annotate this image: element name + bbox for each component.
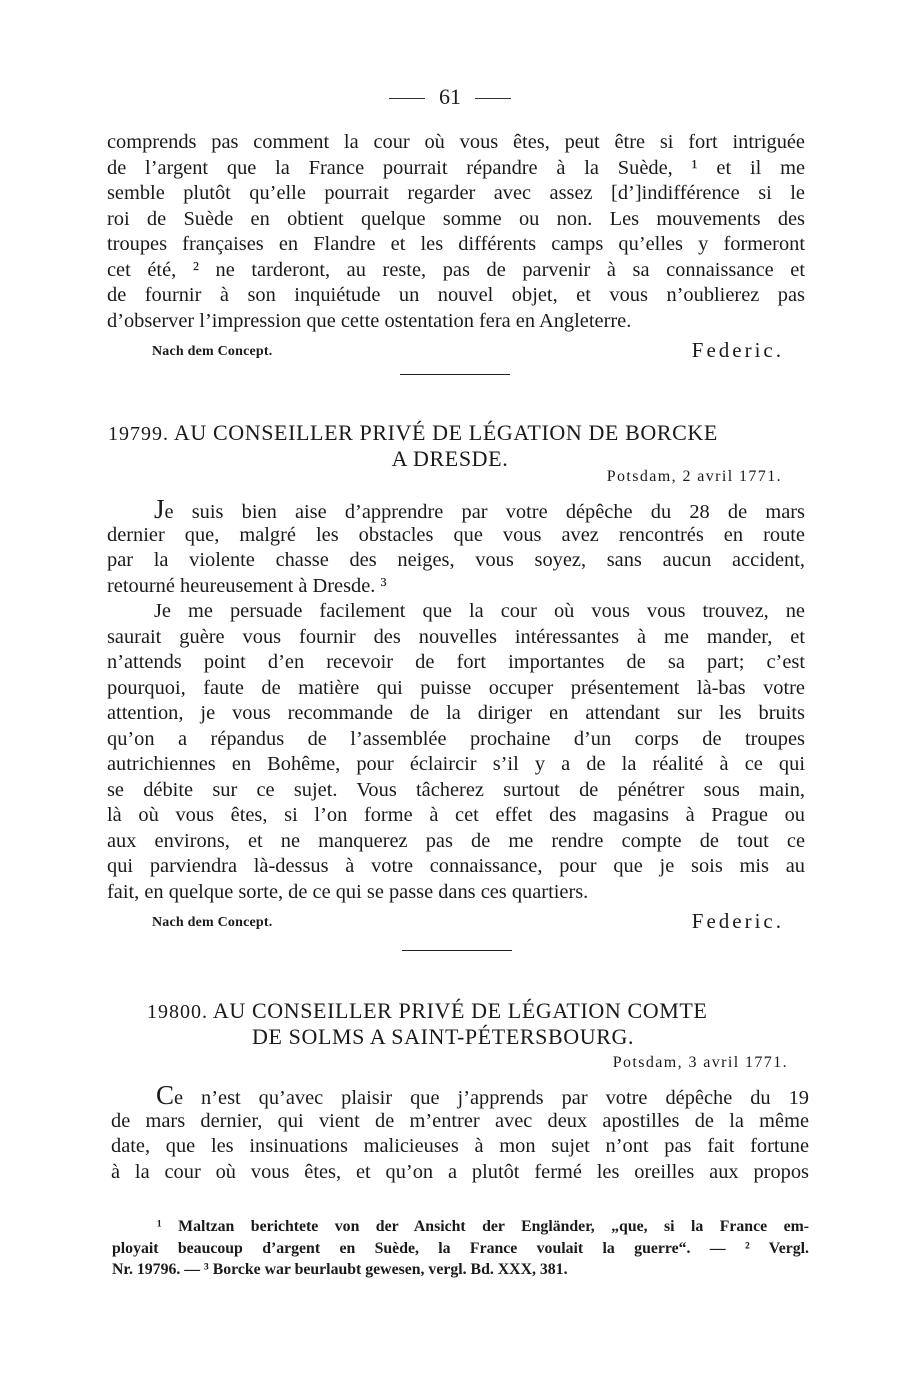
text-line: semble plutôt qu’elle pourrait regarder avec assez [d’]indifférence si le (107, 182, 805, 204)
section-divider (402, 950, 512, 951)
text-line: retourné heureusement à Dresde. ³ (107, 574, 387, 597)
text-line: se débite sur ce sujet. Vous tâcherez surtout de pénétrer sous main, (107, 778, 805, 801)
text-line: date, que les insinuations malicieuses à mon sujet n’ont pas fait fortune (111, 1135, 809, 1157)
letter-heading (108, 420, 718, 447)
text-line: cet été, ² ne tarderont, au reste, pas de parvenir à sa connaissance et (107, 258, 805, 281)
dateline-place: Potsdam, (612, 1054, 684, 1071)
signature: Federic. (691, 338, 784, 362)
letter-title-line1: AU CONSEILLER PRIVÉ DE LÉGATION DE BORCKE (173, 420, 718, 445)
text-line: de l’argent que la France pourrait répandre à la Suède, ¹ et il me (107, 156, 805, 179)
dateline-place: Potsdam, (606, 468, 678, 485)
dateline-date: 3 avril 1771. (688, 1054, 788, 1071)
letter-title-line2: DE SOLMS A SAINT-PÉTERSBOURG. (252, 1024, 635, 1049)
letter-heading-line2 (252, 1024, 634, 1050)
text-line: par la violente chasse des neiges, vous soyez, sans aucun accident, (107, 549, 805, 571)
header-dash-right (475, 98, 511, 99)
dateline (607, 468, 782, 486)
text-line: fait, en quelque sorte, de ce qui se passe dans ces quartiers. (107, 880, 589, 903)
text-line: là où vous êtes, si l’on forme à cet effet des magasins à Prague ou (107, 804, 805, 826)
text-line (111, 1083, 809, 1109)
text-line: à la cour où vous êtes, et qu’on a plutôt fermé les oreilles aux propos (111, 1160, 809, 1183)
text-line: autrichiennes en Bohême, pour éclaircir s’il y a de la réalité à ce qui (107, 753, 805, 775)
footnotes (112, 1216, 809, 1281)
text-line: pourquoi, faute de matière qui puisse occuper présentement là-bas votre (107, 676, 805, 699)
text-line: n’attends point d’en recevoir de fort importantes de sa part; c’est (107, 651, 805, 673)
letter-body (107, 497, 805, 905)
text-line: qui parviendra là-dessus à votre connaissance, pour que je sois mis au (107, 855, 805, 877)
signature-row (152, 338, 784, 366)
footnote-line: Nr. 19796. — ³ Borcke war beurlaubt gewesen, vergl. Bd. XXX, 381. (112, 1261, 568, 1278)
text-line: saurait guère vous fournir des nouvelles intéressantes à me mander, et (107, 625, 805, 648)
letter-heading (147, 998, 707, 1025)
text-line (107, 497, 805, 523)
text-line: troupes françaises en Flandre et les différents camps qu’elles y formeront (107, 233, 805, 255)
source-note: Nach dem Concept. (152, 344, 273, 359)
text-line: Je me persuade facilement que la cour où vous vous trouvez, ne (154, 600, 805, 622)
letter-title-line1: AU CONSEILLER PRIVÉ DE LÉGATION COMTE (212, 998, 708, 1023)
footnote-line: ployait beaucoup d’argent en Suède, la France voulait la guerre“. — ² Vergl. (112, 1239, 809, 1257)
text-line: de mars dernier, qui vient de m’entrer avec deux apostilles de la même (111, 1109, 809, 1132)
dateline (613, 1054, 788, 1072)
letter-number: 19800. (147, 1001, 208, 1023)
page-number: 61 (439, 84, 461, 109)
footnote-line: ¹ Maltzan berichtete von der Ansicht der Engländer, „que, si la France em- (157, 1218, 809, 1235)
text-line-rest: e suis bien aise d’apprendre par votre dépêche du 28 de mars (164, 501, 805, 523)
text-line: d’observer l’impression que cette ostentation fera en Angleterre. (107, 309, 632, 332)
initial-letter: J (154, 497, 165, 523)
text-line: qu’on a répandus de l’assemblée prochaine d’un corps de troupes (107, 727, 805, 750)
letter-number: 19799. (108, 423, 169, 445)
text-line: comprends pas comment la cour où vous êtes, peut être si fort intriguée (107, 131, 805, 153)
text-line: dernier que, malgré les obstacles que vous avez rencontrés en route (107, 523, 805, 546)
text-line: aux environs, et ne manquerez pas de me rendre compte de tout ce (107, 829, 805, 852)
dateline-date: 2 avril 1771. (682, 468, 782, 485)
letter-body (111, 1083, 809, 1185)
text-line: roi de Suède en obtient quelque somme ou non. Les mouvements des (107, 207, 805, 230)
letter-title-line2: A DRESDE. (391, 446, 509, 471)
initial-letter: C (156, 1083, 175, 1109)
text-line-rest: e n’est qu’avec plaisir que j’apprends par votre dépêche du 19 (174, 1087, 809, 1109)
signature-row (152, 909, 784, 937)
running-header (0, 82, 900, 112)
text-line: attention, je vous recommande de la diriger en attendant sur les bruits (107, 702, 805, 724)
section-divider (400, 374, 510, 375)
signature: Federic. (691, 909, 784, 933)
header-dash-left (389, 98, 425, 99)
source-note: Nach dem Concept. (152, 915, 273, 930)
text-line: de fournir à son inquiétude un nouvel objet, et vous n’oublierez pas (107, 284, 805, 306)
continuation-paragraph (107, 130, 805, 334)
